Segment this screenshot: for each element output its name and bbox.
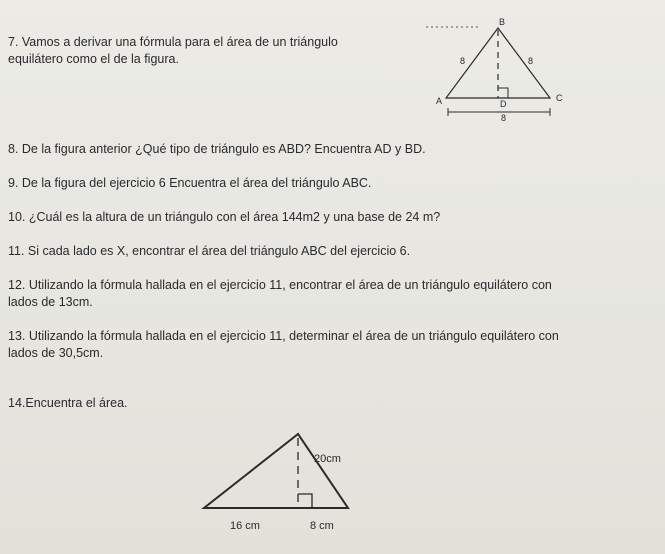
question-12-line-1: 12. Utilizando la fórmula hallada en el ejercicio 11, encontrar el área de un triángulo equilátero con — [8, 278, 552, 292]
side-bc-label: 8 — [528, 56, 534, 66]
question-7-line-1: 7. Vamos a derivar una fórmula para el área de un triángulo — [8, 35, 338, 49]
question-8: 8. De la figura anterior ¿Qué tipo de triángulo es ABD? Encuentra AD y BD. — [8, 142, 426, 156]
question-14: 14.Encuentra el área. — [8, 396, 128, 410]
right-angle-mark — [498, 88, 508, 98]
question-13-line-1: 13. Utilizando la fórmula hallada en el ejercicio 11, determinar el área de un triángulo equilátero con — [8, 329, 559, 343]
question-12-line-2: lados de 13cm. — [8, 295, 93, 309]
area-triangle-figure — [190, 428, 380, 540]
area-right-angle-mark — [298, 494, 312, 508]
area-triangle — [204, 434, 348, 508]
base-ac-label: 8 — [501, 113, 507, 123]
equilateral-triangle-figure — [420, 14, 580, 126]
vertex-a-label: A — [436, 96, 443, 106]
side-ab-label: 8 — [460, 56, 466, 66]
height-label: 20cm — [314, 453, 341, 465]
question-11: 11. Si cada lado es X, encontrar el área del triángulo ABC del ejercicio 6. — [8, 244, 411, 258]
vertex-c-label: C — [556, 93, 563, 103]
question-7-line-2: equilátero como el de la figura. — [8, 52, 179, 66]
foot-d-label: D — [500, 99, 507, 109]
question-9: 9. De la figura del ejercicio 6 Encuentra el área del triángulo ABC. — [8, 176, 372, 190]
question-13-line-2: lados de 30,5cm. — [8, 346, 104, 360]
vertex-b-label: B — [499, 17, 506, 27]
question-10: 10. ¿Cuál es la altura de un triángulo con el área 144m2 y una base de 24 m? — [8, 210, 441, 224]
base-right-label: 8 cm — [310, 520, 334, 532]
base-left-label: 16 cm — [230, 520, 260, 532]
